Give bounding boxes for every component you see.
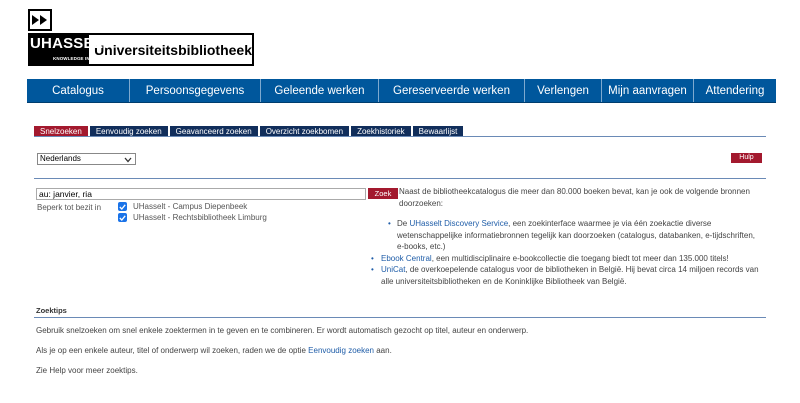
limit-option-diepenbeek[interactable] [118, 202, 247, 211]
nav-persoonsgegevens[interactable]: Persoonsgegevens [130, 79, 261, 102]
library-name: Universiteitsbibliotheek [89, 33, 254, 66]
info-list [369, 253, 764, 288]
limit-option-rechtsbibliotheek[interactable] [118, 213, 267, 222]
ebook-text: , een multidisciplinaire e-bookcollectie die toegang biedt tot meer dan 135.000 titels! [431, 253, 729, 263]
nav-mijn-aanvragen[interactable]: Mijn aanvragen [602, 79, 694, 102]
tab-eenvoudig-zoeken[interactable]: Eenvoudig zoeken [90, 126, 168, 137]
search-input[interactable]: au: janvier, ria [36, 188, 366, 200]
discovery-service-link[interactable]: UHasselt Discovery Service [409, 219, 509, 228]
checkbox-checked-icon[interactable] [118, 202, 127, 211]
checkbox-checked-icon[interactable] [118, 213, 127, 222]
list-item [369, 264, 764, 287]
eenvoudig-zoeken-link[interactable]: Eenvoudig zoeken [308, 346, 374, 355]
tab-snelzoeken[interactable]: Snelzoeken [34, 126, 88, 137]
nav-geleende-werken[interactable]: Geleende werken [261, 79, 379, 102]
main-navigation [27, 79, 776, 103]
help-button[interactable]: Hulp [731, 153, 762, 163]
tab-geavanceerd-zoeken[interactable]: Geavanceerd zoeken [170, 126, 258, 137]
info-intro: Naast de bibliotheekcatalogus die meer dan 80.000 boeken bevat, kan je ook de volgende bronnen doorzoeken: [399, 187, 750, 208]
language-select[interactable] [37, 153, 136, 165]
nav-catalogus[interactable]: Catalogus [27, 79, 130, 102]
list-item [381, 218, 764, 253]
tab-zoekhistoriek[interactable]: Zoekhistoriek [351, 126, 411, 137]
tips-divider [34, 317, 766, 318]
nav-attendering[interactable]: Attendering [705, 84, 765, 97]
limit-option-label: UHasselt - Rechtsbibliotheek Limburg [133, 213, 267, 222]
tip-line-2 [36, 346, 392, 355]
language-selected: Nederlands [40, 154, 81, 163]
unicat-text: , de overkoepelende catalogus voor de bibliotheken in België. Hij bevat circa 14 miljoen records van alle universiteitsbibliotheken en de Koninklijke Bibliotheek van België. [381, 265, 759, 286]
tabs-divider [34, 136, 766, 137]
tip-line-2-prefix: Als je op een enkele auteur, titel of onderwerp wil zoeken, raden we de optie [36, 346, 309, 355]
chevron-down-icon [124, 156, 132, 166]
limit-option-label: UHasselt - Campus Diepenbeek [133, 202, 248, 211]
list-item [369, 253, 764, 265]
info-panel [369, 186, 764, 287]
unicat-link[interactable]: UniCat [381, 265, 406, 274]
tip-line-3: Zie Help voor meer zoektips. [36, 366, 138, 375]
discovery-prefix: De [397, 219, 410, 228]
limit-label: Beperk tot bezit in [37, 203, 102, 212]
logo-tagline: KNOWLEDGE IN ACTION [53, 56, 109, 61]
tip-line-1: Gebruik snelzoeken om snel enkele zoektermen in te geven en te combineren. Er wordt automatisch gezocht op titel, auteur en onderwerp. [36, 326, 529, 335]
search-button[interactable]: Zoek [368, 188, 398, 199]
tab-overzicht-zoekbomen[interactable]: Overzicht zoekbomen [260, 126, 349, 137]
section-divider [34, 178, 766, 179]
tips-heading: Zoektips [36, 306, 67, 315]
logo-brand-block [28, 33, 112, 66]
nav-gereserveerde-werken[interactable]: Gereserveerde werken [379, 79, 525, 102]
logo-brand: UHASSELT [30, 35, 112, 52]
nav-verlengen[interactable]: Verlengen [525, 79, 602, 102]
info-sublist [369, 218, 764, 253]
fast-forward-icon [28, 9, 52, 31]
ebook-central-link[interactable]: Ebook Central [381, 253, 432, 263]
tip-line-2-suffix: aan. [374, 346, 392, 355]
tab-bewaarlijst[interactable]: Bewaarlijst [413, 126, 464, 137]
discovery-text: , een zoekinterface waarmee je via één zoekactie diverse wetenschappelijke informatiebronnen tegelijk kan doorzoeken (catalogus, databanken, e-tijdschriften, e-books, etc.) [397, 219, 755, 251]
